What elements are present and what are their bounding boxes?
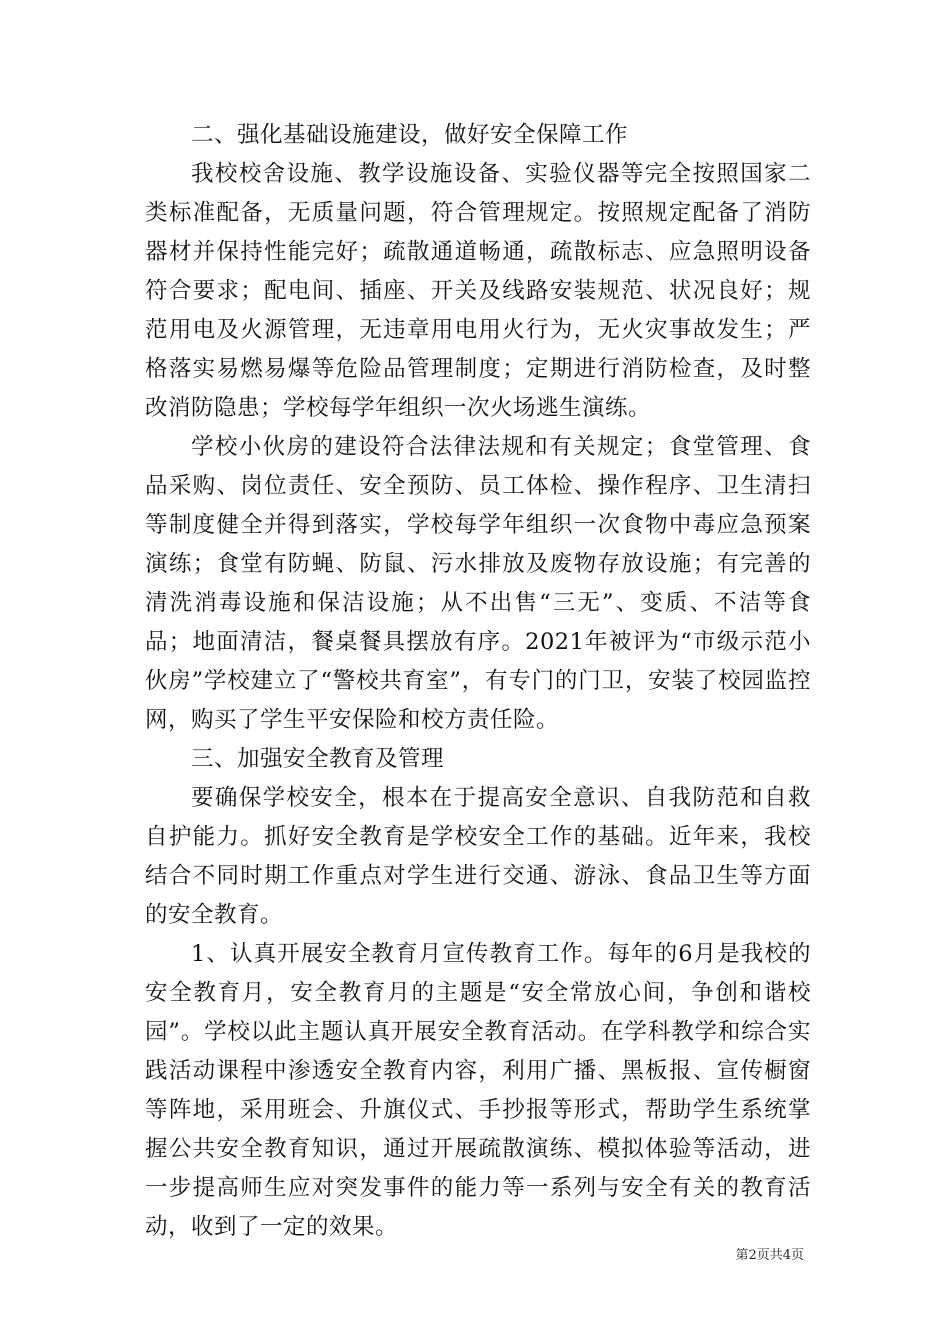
- paragraph-facilities: 我校校舍设施、教学设施设备、实验仪器等完全按照国家二类标准配备，无质量问题，符合管理规定。按照规定配备了消防器材并保持性能完好；疏散通道畅通，疏散标志、应急照明设备符合要求；配电间、插座、开关及线路安装规范、状况良好；规范用电及火源管理，无违章用电用火行为，无火灾事故发生；严格落实易燃易爆等危险品管理制度；定期进行消防检查，及时整改消防隐患；学校每学年组织一次火场逃生演练。: [145, 161, 811, 421]
- paragraph-canteen: 学校小伙房的建设符合法律法规和有关规定；食堂管理、食品采购、岗位责任、安全预防、员工体检、操作程序、卫生清扫等制度健全并得到落实，学校每学年组织一次食物中毒应急预案演练；食堂有防蝇、防鼠、污水排放及废物存放设施；有完善的清洗消毒设施和保洁设施；从不出售“三无”、变质、不洁等食品；地面清洁，餐桌餐具摆放有序。2021年被评为“市级示范小伙房”学校建立了“警校共育室”，有专门的门卫，安装了校园监控网，购买了学生平安保险和校方责任险。: [145, 434, 811, 733]
- section-heading-education: 三、加强安全教育及管理: [191, 746, 445, 772]
- paragraph-safety-month: 1、认真开展安全教育月宣传教育工作。每年的6月是我校的安全教育月，安全教育月的主题是“安全常放心间，争创和谐校园”。学校以此主题认真开展安全教育活动。在学科教学和综合实践活动课程中渗透安全教育内容，利用广播、黑板报、宣传橱窗等阵地，采用班会、升旗仪式、手抄报等形式，帮助学生系统掌握公共安全教育知识，通过开展疏散演练、模拟体验等活动，进一步提高师生应对突发事件的能力等一系列与安全有关的教育活动，收到了一定的效果。: [145, 941, 811, 1240]
- page-number: 第2页共4页: [735, 1248, 804, 1263]
- paragraph-education: 要确保学校安全，根本在于提高安全意识、自我防范和自救自护能力。抓好安全教育是学校安全工作的基础。近年来，我校结合不同时期工作重点对学生进行交通、游泳、食品卫生等方面的安全教育。: [145, 785, 811, 928]
- section-heading-facilities: 二、强化基础设施建设，做好安全保障工作: [191, 122, 629, 148]
- document-body: [145, 116, 811, 1247]
